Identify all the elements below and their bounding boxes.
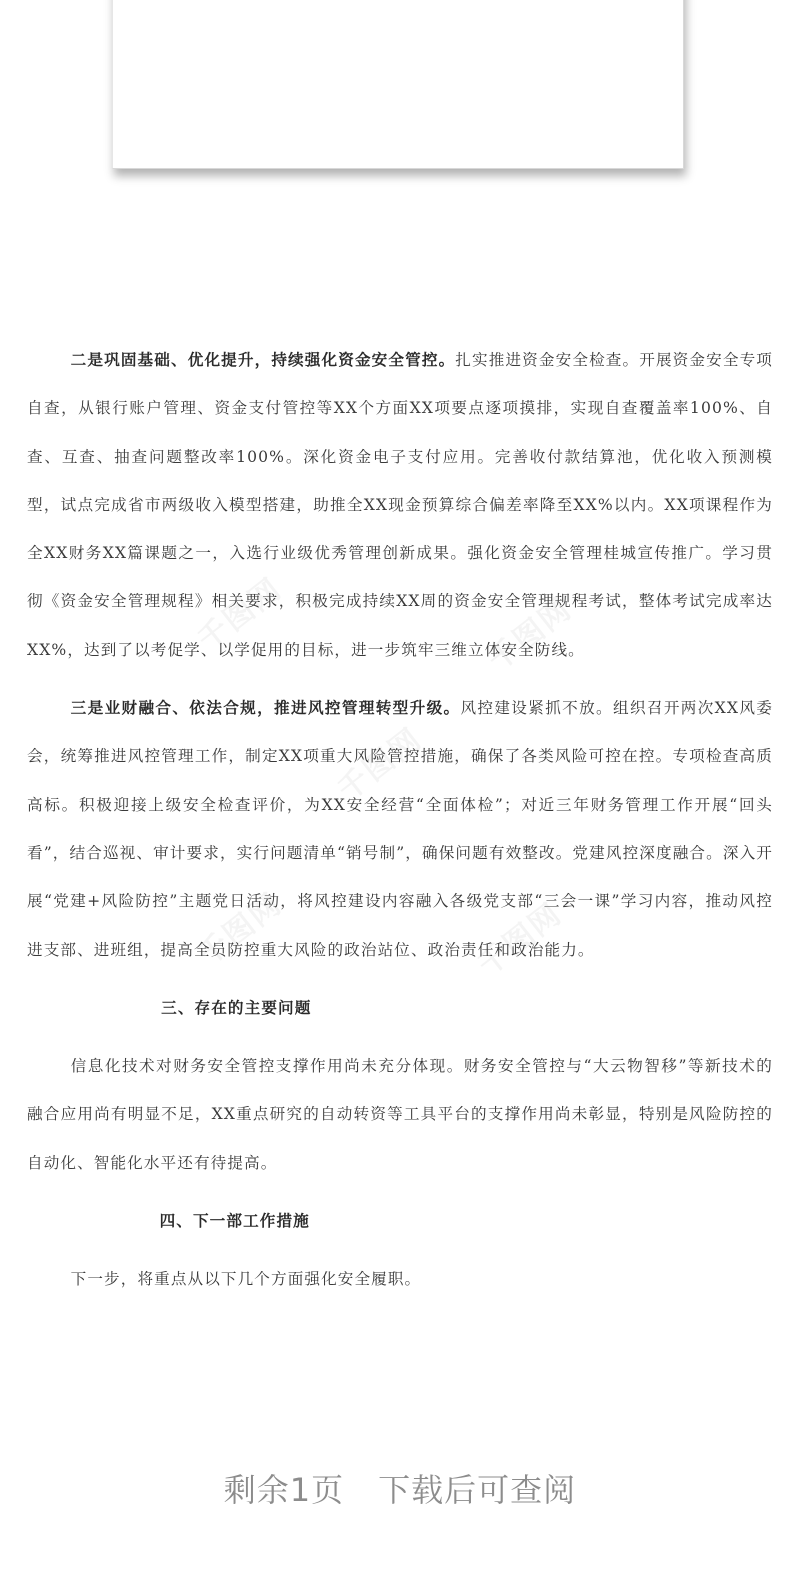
watermark: 千图网 xyxy=(481,591,579,679)
paragraph-lead: 三是业财融合、依法合规，推进风控管理转型升级。 xyxy=(70,698,461,718)
paragraph-body: 风控建设紧抓不放。组织召开两次XX风委会，统筹推进风控管理工作，制定XX项重大风险管控措施，确保了各类风险可控在控。专项检查高质高标。积极迎接上级安全检查评价，为XX安全经营“全面体检”；对近三年财务管理工作开展“回头看”，结合巡视、审计要求，实行问题清单“销号制”，确保问题有效整改。党建风控深度融合。深入开展“党建+风险防控”主题党日活动，将风控建设内容融入各级党支部“三会一课”学习内容，推动风控进支部、进班组，提高全员防控重大风险的政治站位、政治责任和政治能力。 xyxy=(27,699,773,959)
document-body xyxy=(27,336,773,1304)
watermark: 千图网 xyxy=(331,721,429,809)
watermark: 千图网 xyxy=(191,571,289,659)
remaining-pages-label: 剩余1页 xyxy=(223,1471,345,1509)
section-heading-problems: 三、存在的主要问题 xyxy=(161,997,312,1017)
paragraph-next-steps: 下一步，将重点从以下几个方面强化安全履职。 xyxy=(70,1270,422,1289)
paragraph-body: 扎实推进资金安全检查。开展资金安全专项自查，从银行账户管理、资金支付管控等XX个方面XX项要点逐项摸排，实现自查覆盖率100%、自查、互查、抽查问题整改率100%。深化资金电子支付应用。完善收付款结算池，优化收入预测模型，试点完成省市两级收入模型搭建，助推全XX现金预算综合偏差率降至XX%以内。XX项课程作为全XX财务XX篇课题之一，入选行业级优秀管理创新成果。强化资金安全管理桂城宣传推广。学习贯彻《资金安全管理规程》相关要求，积极完成持续XX周的资金安全管理规程考试，整体考试完成率达XX%，达到了以考促学、以学促用的目标，进一步筑牢三维立体安全防线。 xyxy=(27,351,773,659)
paragraph-consolidate-foundation xyxy=(27,336,773,674)
download-to-view-label: 下载后可查阅 xyxy=(378,1471,577,1509)
download-prompt[interactable] xyxy=(0,1465,800,1511)
paragraph-risk-control xyxy=(27,684,773,974)
section-heading-next-steps: 四、下一部工作措施 xyxy=(159,1211,310,1231)
watermark: 千图网 xyxy=(471,896,569,984)
paragraph-problems: 信息化技术对财务安全管控支撑作用尚未充分体现。财务安全管控与“大云物智移”等新技术的融合应用尚有明显不足，XX重点研究的自动转资等工具平台的支撑作用尚未彰显，特别是风险防控的自动化、智能化水平还有待提高。 xyxy=(27,1057,773,1172)
paragraph-lead: 二是巩固基础、优化提升，持续强化资金安全管控。 xyxy=(70,350,456,369)
watermark: 千图网 xyxy=(191,886,289,974)
previous-page-sheet xyxy=(112,0,684,169)
